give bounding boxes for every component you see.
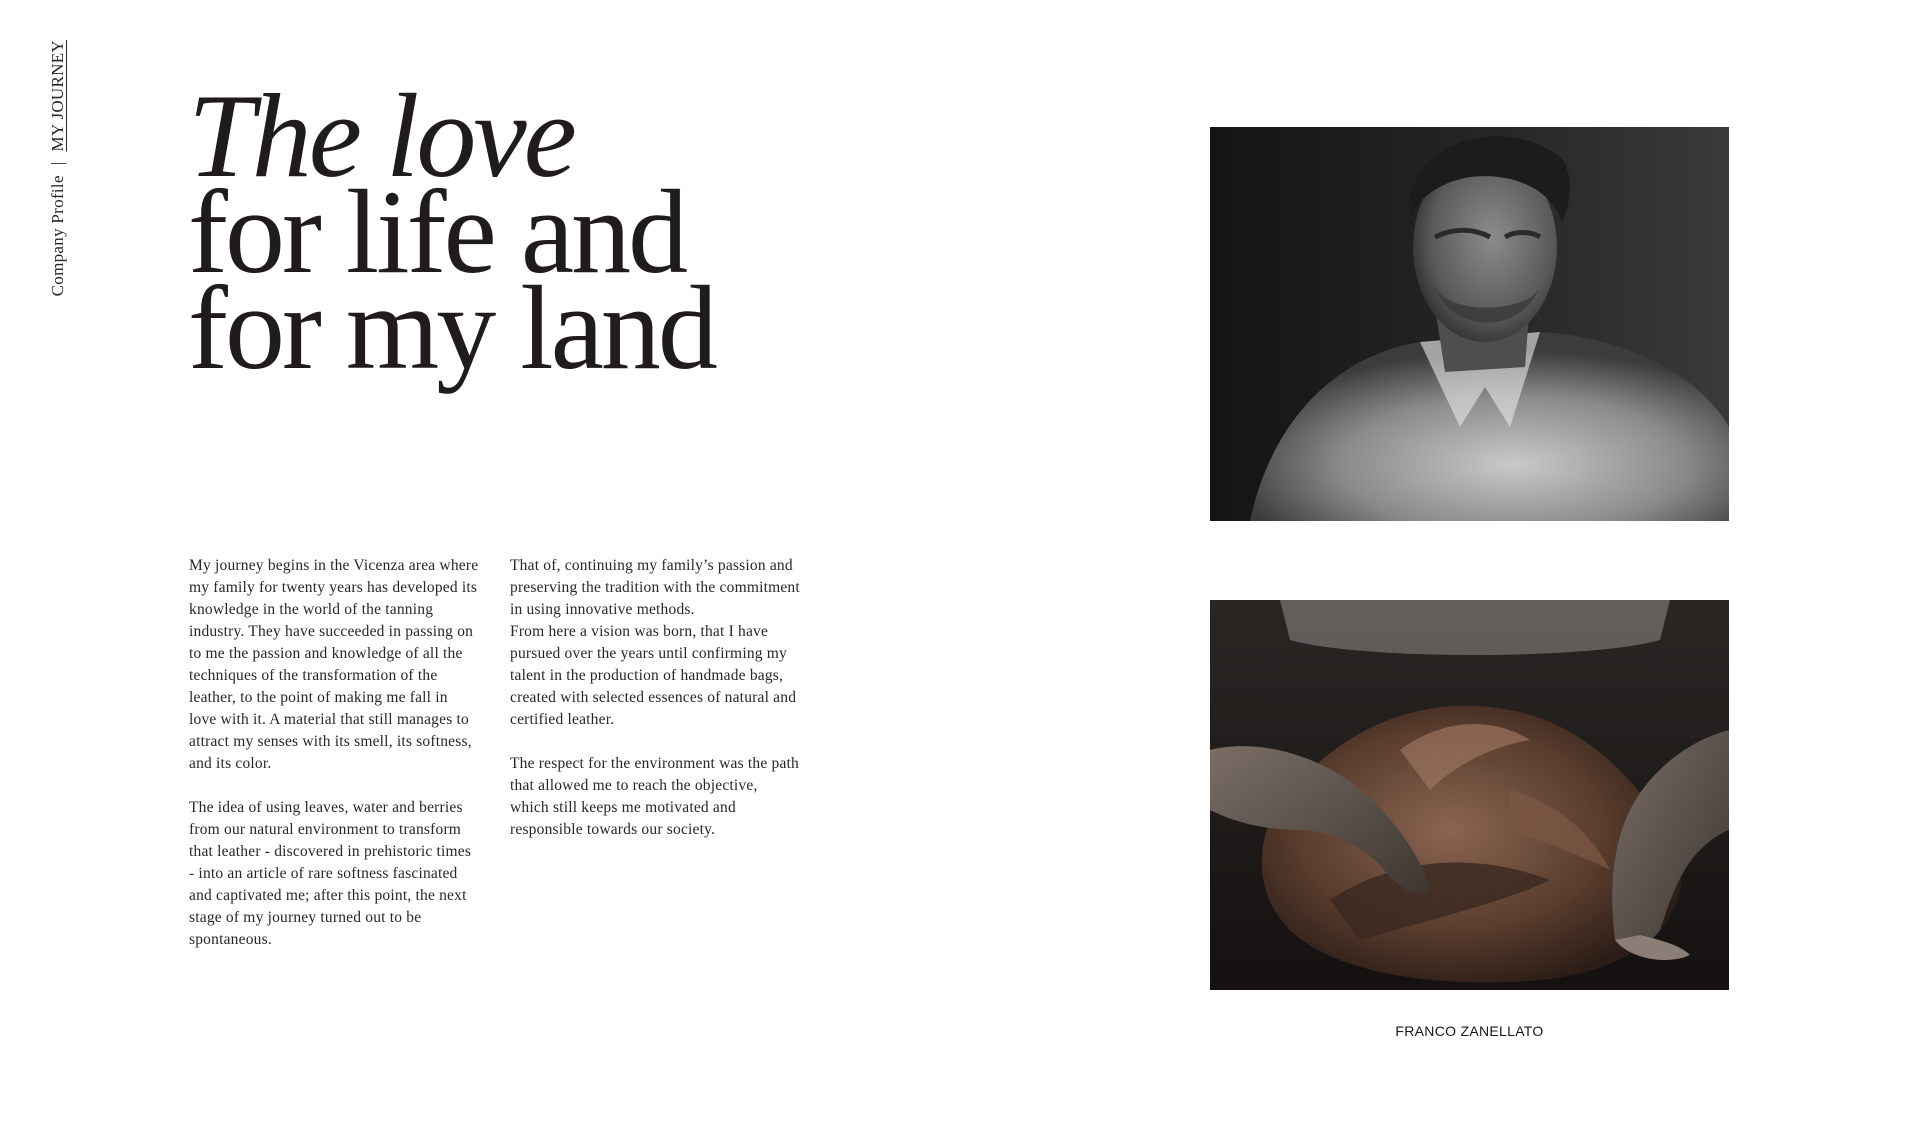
body-column-right [510,555,800,863]
photo-caption: FRANCO ZANELLATO [1395,1023,1544,1039]
page-title [188,69,715,394]
body-column-left [189,555,479,973]
leather-photo [1210,600,1729,990]
side-navigation [38,40,78,310]
leather-image [1210,600,1729,990]
body-paragraph: From here a vision was born, that I have pursued over the years until confirming my talent in the production of handmade bags, created with selected essences of natural and certified leather. [510,623,797,728]
title-line-2: for life and [188,165,686,298]
body-paragraph: The idea of using leaves, water and berries from our natural environment to transform that leather - discovered in prehistoric times - into an article of rare softness fascinated and captivated me; after this point, the next stage of my journey turned out to be spontaneous. [189,799,472,948]
nav-section-label[interactable]: Company Profile [48,175,67,297]
portrait-photo [1210,127,1729,521]
title-line-1: The love [188,69,574,202]
side-navigation-text [38,40,78,310]
portrait-image [1210,127,1729,521]
nav-separator: | [48,161,67,166]
body-paragraph: The respect for the environment was the path that allowed me to reach the objective, which still keeps me motivated and responsible towards our society. [510,755,799,838]
nav-current-page[interactable]: MY JOURNEY [48,40,67,152]
body-paragraph: That of, continuing my family’s passion and preserving the tradition with the commitment in using innovative methods. [510,557,800,618]
title-line-3: for my land [188,261,715,394]
body-paragraph: My journey begins in the Vicenza area where my family for twenty years has developed its knowledge in the world of the tanning industry. They have succeeded in passing on to me the passion and knowledge of all the techniques of the transformation of the leather, to the point of making me fall in love with it. A material that still manages to attract my senses with its smell, its softness, and its color. [189,557,479,772]
